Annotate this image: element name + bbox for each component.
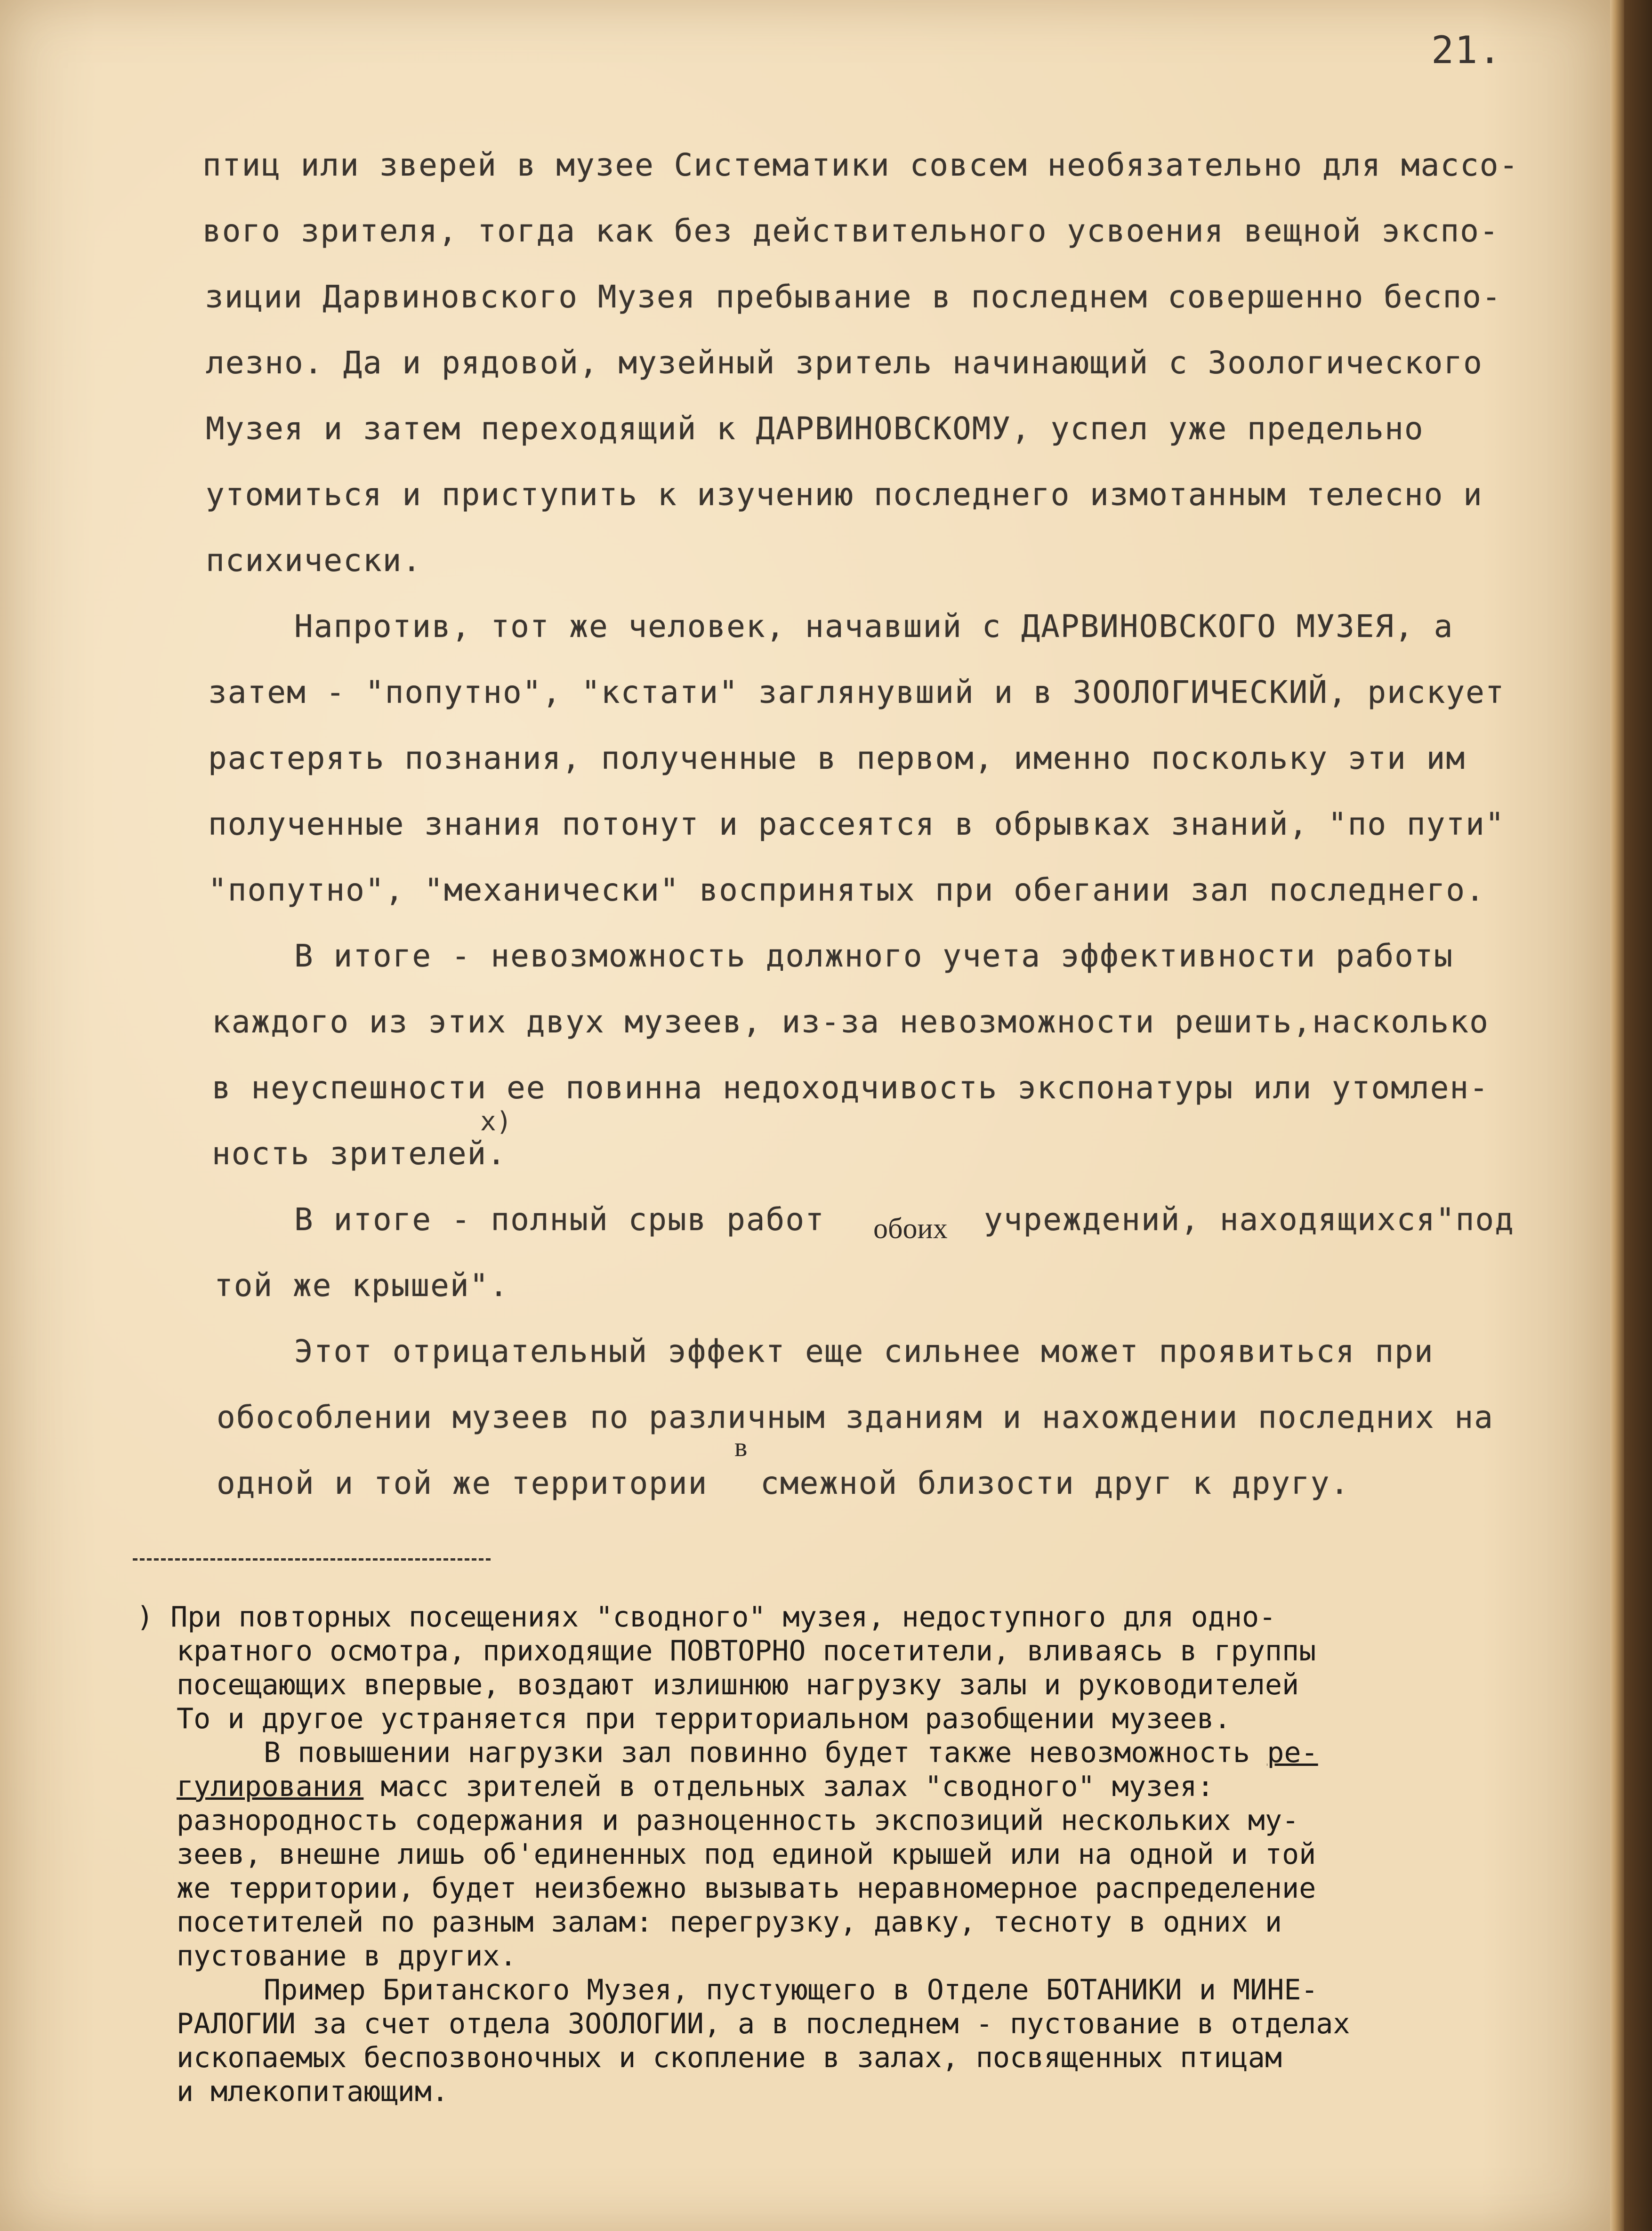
footnote-line-4: То и другое устраняется при территориальном разобщении музеев. bbox=[177, 1702, 1231, 1735]
body-line-3: зиции Дарвиновского Музея пребывание в последнем совершенно беспо- bbox=[205, 279, 1502, 315]
footnote-line-6 bbox=[177, 1770, 1214, 1803]
footnote-underlined-gulirovaniya: гулирования bbox=[177, 1770, 364, 1803]
footnote-underlined-re: ре- bbox=[1267, 1736, 1318, 1769]
footnote-line-14: ископаемых беспозвоночных и скопление в залах, посвященных птицам bbox=[177, 2041, 1282, 2074]
footnote-line-1: ) При повторных посещениях "сводного" музея, недоступного для одно- bbox=[137, 1601, 1276, 1634]
body-line-21a: одной и той же территории bbox=[217, 1465, 708, 1501]
footnote-separator bbox=[133, 1558, 491, 1561]
body-line-21b: смежной близости друг к другу. bbox=[760, 1465, 1350, 1501]
footnote-line-11: пустование в других. bbox=[177, 1940, 517, 1973]
footnote-line-5-text: В повышении нагрузки зал повинно будет также невозможность bbox=[264, 1736, 1267, 1769]
body-line-9: затем - "попутно", "кстати" заглянувший и в ЗООЛОГИЧЕСКИЙ, рискует bbox=[208, 674, 1505, 710]
body-line-16: ность зрителей. bbox=[212, 1136, 507, 1172]
body-line-4: лезно. Да и рядовой, музейный зритель начинающий с Зоологического bbox=[206, 345, 1483, 381]
body-line-13: В итоге - невозможность должного учета эффективности работы bbox=[294, 938, 1454, 974]
page-number: 21. bbox=[1431, 28, 1502, 72]
footnote-line-5 bbox=[264, 1736, 1318, 1769]
body-line-11: полученные знания потонут и рассеятся в обрывках знаний, "по пути" bbox=[208, 806, 1505, 842]
footnote-line-10: посетителей по разным залам: перегрузку, давку, тесноту в одних и bbox=[177, 1906, 1282, 1939]
body-line-20: обособлении музеев по различным зданиям и нахождении последних на bbox=[217, 1399, 1494, 1435]
handwritten-insert-oboih: обоих bbox=[873, 1213, 948, 1245]
body-line-19: Этот отрицательный эффект еще сильнее может проявиться при bbox=[294, 1333, 1434, 1369]
binding-edge bbox=[1624, 0, 1652, 2231]
footnote-line-9: же территории, будет неизбежно вызывать неравномерное распределение bbox=[177, 1872, 1316, 1905]
body-line-12: "попутно", "механически" воспринятых при обегании зал последнего. bbox=[208, 872, 1485, 908]
body-line-1: птиц или зверей в музее Систематики совсем необязательно для массо- bbox=[202, 147, 1519, 183]
footnote-line-7: разнородность содержания и разноценность экспозиций нескольких му- bbox=[177, 1804, 1299, 1837]
footnote-line-2: кратного осмотра, приходящие ПОВТОРНО посетители, вливаясь в группы bbox=[177, 1635, 1316, 1667]
body-line-17b: учреждений, находящихся"под bbox=[984, 1201, 1515, 1238]
body-line-14: каждого из этих двух музеев, из-за невозможности решить,насколько bbox=[212, 1004, 1489, 1040]
body-line-18: той же крышей". bbox=[214, 1267, 509, 1304]
handwritten-insert-v: в bbox=[734, 1432, 748, 1462]
footnote-line-3: посещающих впервые, воздают излишнюю нагрузку залы и руководителей bbox=[177, 1668, 1299, 1701]
body-line-17a: В итоге - полный срыв работ bbox=[294, 1201, 825, 1238]
body-line-10: растерять познания, полученные в первом, именно поскольку эти им bbox=[208, 740, 1466, 776]
footnote-mark: x) bbox=[480, 1106, 512, 1137]
footnote-line-13: РАЛОГИИ за счет отдела ЗООЛОГИИ, а в последнем - пустование в отделах bbox=[177, 2007, 1350, 2040]
page-edge bbox=[1610, 0, 1624, 2231]
footnote-line-6-text: масс зрителей в отдельных залах "сводного" музея: bbox=[363, 1770, 1214, 1803]
body-line-2: вого зрителя, тогда как без действительного усвоения вещной экспо- bbox=[202, 213, 1499, 249]
body-line-8: Напротив, тот же человек, начавший с ДАРВИНОВСКОГО МУЗЕЯ, а bbox=[294, 608, 1454, 644]
footnote-line-8: зеев, внешне лишь об'единенных под единой крышей или на одной и той bbox=[177, 1838, 1316, 1871]
body-line-7: психически. bbox=[206, 542, 422, 579]
body-line-15: в неуспешности ее повинна недоходчивость экспонатуры или утомлен- bbox=[212, 1070, 1489, 1106]
body-line-5: Музея и затем переходящий к ДАРВИНОВСКОМУ, успел уже предельно bbox=[206, 411, 1424, 447]
body-line-6: утомиться и приступить к изучению последнего измотанным телесно и bbox=[206, 476, 1483, 513]
footnote-line-12: Пример Британского Музея, пустующего в Отделе БОТАНИКИ и МИНЕ- bbox=[264, 1973, 1318, 2006]
footnote-line-15: и млекопитающим. bbox=[177, 2075, 449, 2108]
